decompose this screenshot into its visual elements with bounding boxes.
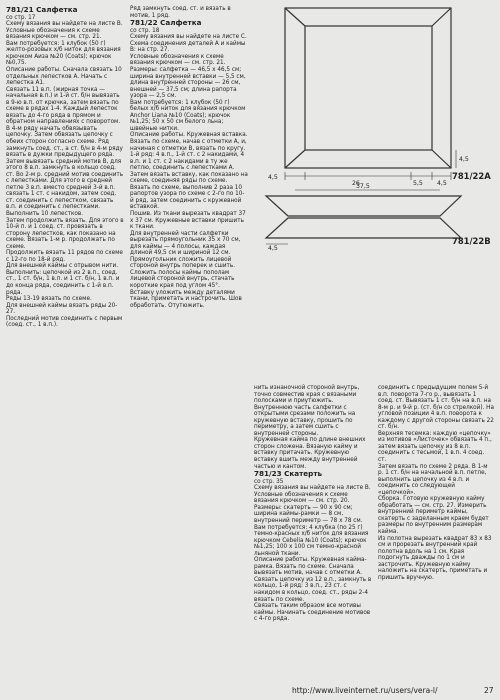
dimension-label: 4,5 <box>459 156 469 163</box>
article-title: 781/22 Салфетка <box>130 18 202 28</box>
article-781-23 <box>254 385 373 623</box>
paragraph: Вставку уложить между деталями ткани, приметать и настрочить. Шов обработать. Отутюжить. <box>130 289 242 309</box>
paragraph: Вам потребуется: 1 клубок (50 г) желто-розовых х/б ниток для вязания крючком Аиза №20 (Coats); крючок №0,75. <box>6 40 121 67</box>
paragraph: Ряд замкнуть соед. ст. и вязать в мотив, 1 ряд. <box>130 6 231 19</box>
article-subtitle: со стр. 18 <box>130 27 160 34</box>
figure-label-22b: 781/22В <box>452 236 491 246</box>
paragraph: Условные обозначения к схеме вязания крючком — см. стр. 21. <box>130 53 226 67</box>
paragraph: Связать 11 в.п. (жирная точка — начальная в.п.) и 1-й ст. б/н вывязать в 9-ю в.п. от крючка, затем вязать по схеме в рядах 1-4. Каждый лепесток вязать до 4-го ряда в прямом и обратном направлениях с поворотом. В 4-м ряду начать обвязывать цепочку. Затем обвязать цепочку с обеих сторон согласно схеме. Ряд замкнуть соед. ст., а ст. б/н в 4-м ряду вязать в дужки предыдущего ряда. Затем вывязать средний мотив В, для этого 8 в.п. замкнуть в кольцо соед. ст. Во 2-м р. средний мотив соединить с лепестками. Для этого в средней петле 3 в.п. вместо средней 3-й в.п. связать 1 ст. с накидом, затем соед. ст. соединить с лепестком, связать в.п. и соединить с лепестками. <box>6 86 124 211</box>
paragraph: Описание работы. Кружевная вставка. Вязать по схеме, начав с отметки А, и, начиная с отметки В, вязать по кругу. <box>130 132 248 152</box>
article-subtitle: со стр. 17 <box>6 14 36 21</box>
paragraph: соединить с предыдущим полем 5-й в.п. поворота 7-го р., вывязать 1 соед. ст. Вывязать 1 ст. б/н на в.п. на 8-м р. и 9-й р. (ст. б/н со стрелкой). На угловой позиции 4 в.п. поворота к каждому с другой стороны связать 22 ст. б/н. <box>378 385 494 431</box>
paragraph: Из полотна вырезать квадрат 83 x 83 см и прорезать внутренний край полотна вдоль на 1 см. Края подогнуть дважды по 1 см и застрочить. Кружевную кайму наложить на скатерть, приметать и пришить вручную. <box>378 535 492 581</box>
figure-label-22a: 781/22А <box>452 171 491 181</box>
paragraph: Описание работы. Сначала связать 10 отдельных лепестков А. Начать с лепестка А1. <box>6 66 122 87</box>
inner-square <box>305 26 432 150</box>
paragraph: Последний мотив соединить с первым (соед. ст., 1 в.п.). <box>6 315 123 329</box>
paragraph: Для внутренней части салфетки вырезать прямоугольник 35 х 70 см, для каймы — 4 полосы, каждая длиной 49,5 см и шириной 12 см. Прямоугольник сложить лицевой стороной внутрь поперек и сшить. <box>130 230 241 270</box>
paragraph: Описание работы. Кружевная кайма-рамка. Вязать по схеме. Сначала вывязать мотив, начав с отметки А. Связать цепочку из 12 в.п., замкнуть в кольцо, 1-й ряд: 3 в.п., 23 ст. с накидом в кольцо, соед. ст., ряды 2-4 вязать по схеме. <box>254 557 372 603</box>
paragraph: Схема соединения деталей А и каймы В: на стр. 27. <box>130 40 246 54</box>
trapezoid-strip-inner <box>266 218 461 238</box>
paragraph: Затем продолжить вязать. Для этого в 10-й п. и 1 соед. ст. провязать в сторону лепестков, как показано на схеме. Вязать 1-м р. продолжать по схеме. <box>6 217 124 250</box>
paragraph: Продолжить вязать 11 рядов по схеме с 12-го по 18-й ряд. <box>6 250 123 263</box>
dimension-label: 37,5 <box>356 183 370 190</box>
paragraph: Затем вязать по схеме 2 ряда. В 1-м р. 1 ст. б/н на начальной в.п. петле, выполнить цепочку из 4 в.п. и соединить со следующей «цепочкой». <box>378 463 488 496</box>
dimension-label: 26 <box>352 180 360 187</box>
paragraph: Схему вязания вы найдете на листе В. <box>254 485 371 492</box>
dimension-label: 4,5 <box>437 180 447 187</box>
article-title: 781/23 Скатерть <box>254 469 323 479</box>
paragraph: Выполнить 10 лепестков. <box>6 211 84 217</box>
paragraph: нить изнаночной стороной внутрь, точно совместив края с вязаными полосками и приутюжить. <box>254 385 360 405</box>
footer-url[interactable]: http://www.liveinternet.ru/users/vera-l/ <box>292 686 438 695</box>
diagonal-line <box>285 150 305 168</box>
dimension-label: 5,5 <box>413 180 423 187</box>
trapezoid-strip-outer <box>266 196 461 216</box>
paragraph: Условные обозначения к схеме вязания крючком — см. стр. 20. <box>254 491 350 505</box>
paragraph: 1-й ряд: 4 в.п., 1-й ст. с 2 накидами, 4 в.п. и 1 ст. с 2 накидами в ту же петлю, соединить с лепестками А. <box>130 152 245 172</box>
paragraph: Для внешней каймы с отрывом нити. Выполнить: цепочкой из 2 в.п., соед. ст., 1 ст. б/н, 1 в.п. и 1 ст. б/н, 1 в.п. и до конца ряда, соединить с 1-й в.п. ряда. <box>6 263 120 296</box>
paragraph: Вам потребуется: 1 клубок (50 г) белых х/б ниток для вязания крючком Anchor Liana №10 (Coats); крючок №1,25; 50 x 50 см белого льна; швейные нитки. <box>130 99 246 132</box>
dimension-label: 4,5 <box>268 245 278 252</box>
paragraph: Размеры: салфетка — 46,5 x 46,5 см; ширина внутренней вставки — 5,5 см, длина внутренней стороны — 26 см, внешней — 37,5 см; длина рапорта узора — 2,5 см. <box>130 66 246 100</box>
article-title: 781/21 Салфетка <box>6 5 78 14</box>
diagonal-line <box>285 8 305 26</box>
paragraph: Пошив. Из ткани вырезать квадрат 37 x 37 см. Кружевные вставки пришить к ткани. <box>130 211 246 231</box>
paragraph: Для внешней каймы вязать ряды 20-27. <box>6 302 118 316</box>
paragraph: Вам потребуется: 4 клубка (по 25 г) темно-красных х/б ниток для вязания крючком Cebelia №10 (Coats); крючок №1,25; 100 x 100 см темно-красной льняной ткани. <box>254 524 369 557</box>
paragraph: Схему вязания вы найдете на листе С. <box>130 34 247 41</box>
paragraph: Кружевная кайма по длине внешних сторон сложена. Вязаную кайму и вставку притачать. Кружевную вставку вшить между внутренней частью и кантом. <box>254 437 366 470</box>
diagonal-line <box>432 8 451 26</box>
paragraph: Ряды 13-19 вязать по схеме. <box>6 296 92 303</box>
diagonal-line <box>432 150 451 168</box>
paragraph: Условные обозначения к схеме вязания крючком — см. стр. 21. <box>6 27 102 41</box>
paragraph: Внутреннюю часть салфетки с открытыми срезами положить на кружевную вставку, прошить по периметру, а затем сшить с внутренней стороны. <box>254 404 356 437</box>
dimension-label: 4,5 <box>268 174 278 181</box>
paragraph: Сложить полосы каймы пополам лицевой стороной внутрь, стачать короткие края под углом 45°. <box>130 269 235 290</box>
outer-square <box>285 8 451 168</box>
paragraph: Схему вязания вы найдете на листе В. <box>6 21 123 28</box>
paragraph: Верхняя тесемка: каждую «цепочку» из мотивов «Листочек» обвязать 4 п., затем вязать цепочку из 8 в.п. соединить с тесьмой, 1 в.п. 4 соед. ст. <box>378 430 492 464</box>
paragraph: Размеры: скатерть — 90 x 90 см; ширина каймы-рамки — 8 см, внутренний периметр — 78 x 78 см. <box>254 504 363 524</box>
article-subtitle: со стр. 35 <box>254 478 284 485</box>
paragraph: Сборка. Готовую кружевную кайму обработать — см. стр. 27. Измерить внутренний периметр каймы, скатерть с заделанным краем будет размеры по внутренним размерам кайма. <box>378 496 489 536</box>
paragraph: Затем вязать вставку, как показано на схеме, соединяя ряды по схеме. Вязать по схеме, выполнив 2 раза 10 рапортов узора по схеме с 2-го по 10-й ряд, затем соединить с кружевной вставкой. <box>130 171 248 211</box>
page-number: 27 <box>484 686 494 695</box>
article-781-23-continued <box>378 385 494 581</box>
paragraph: Связать таким образом все мотивы каймы. Начинать соединение мотивов с 4-го ряда. <box>254 603 371 623</box>
